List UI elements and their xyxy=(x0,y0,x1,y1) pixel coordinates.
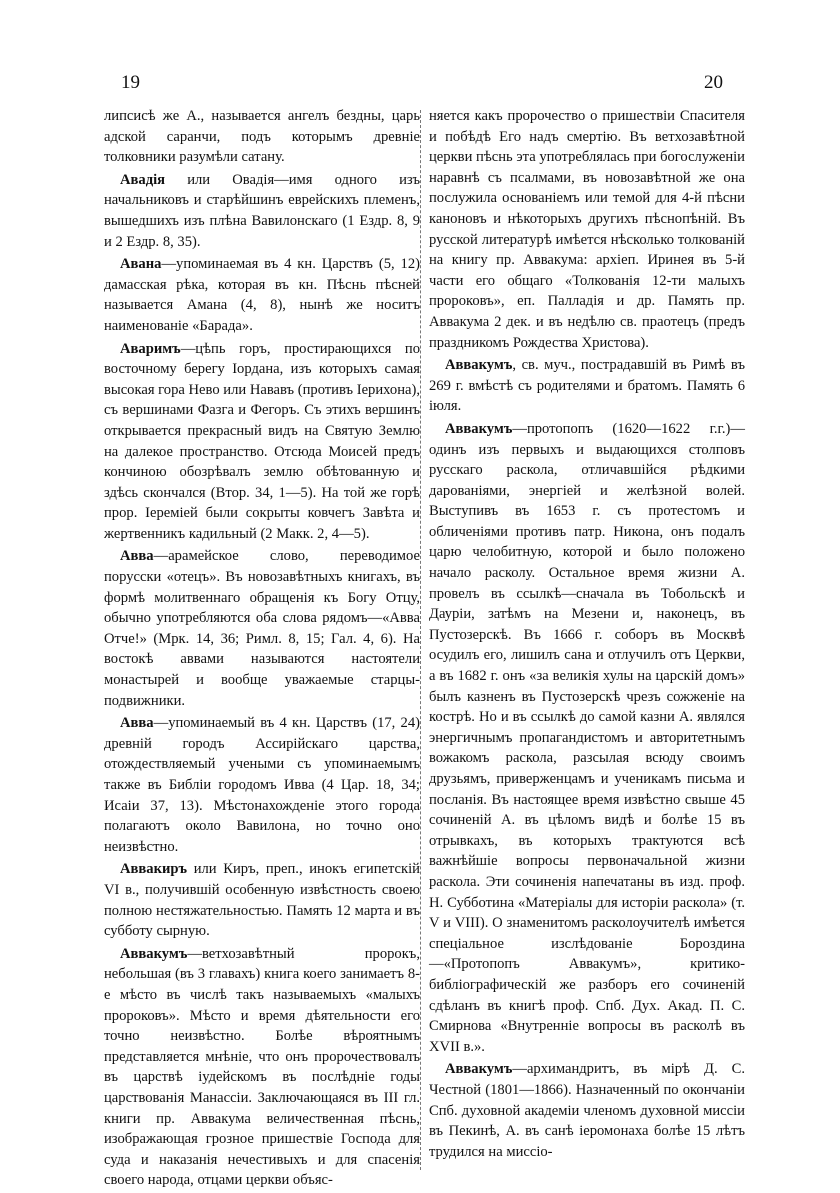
entry-headword: Аввакиръ xyxy=(120,861,188,878)
entry-headword: Аввакумъ xyxy=(445,1061,513,1078)
entry-paragraph xyxy=(104,859,420,941)
entry-text: или Овадія—имя одного изъ начальниковъ и старѣйшинъ еврейскихъ племенъ, вышедшихъ изъ плѣна Вавилонскаго (1 Ездр. 8, 9 и 2 Ездр. 8, 35). xyxy=(104,171,420,250)
entry-text: липсисѣ же А., называется ангелъ бездны, царь адской саранчи, подъ которымъ древніе толковники разумѣли сатану. xyxy=(104,108,420,166)
entry-paragraph xyxy=(429,106,745,353)
entry-headword: Авва xyxy=(120,715,154,732)
left-column xyxy=(104,106,420,1193)
entry-text: —ветхозавѣтный пророкъ, небольшая (въ 3 главахъ) книга коего занимаетъ 8-е мѣсто въ числѣ такъ называемыхъ «малыхъ пророковъ». Мѣсто и время дѣятельности его точно неизвѣстно. Болѣе вѣроятнымъ представляется мнѣніе, что онъ пророчествовалъ въ царствѣ іудейскомъ въ послѣдніе годы царствованія Манассіи. Заключающаяся въ III гл. книги пр. Аввакума величественная пѣснь, изображающая грозное пришествіе Господа для суда и наказанія нечестивыхъ и для спасенія своего народа, отцами церкви объяс- xyxy=(104,945,420,1189)
entry-text: —упоминаемый въ 4 кн. Царствъ (17, 24) древній городъ Ассирійскаго царства, отождествляемый учеными съ упоминаемымъ также въ Библіи городомъ Ивва (4 Цар. 18, 34; Исаіи 37, 13). Мѣстонахожденіе этого города полагаютъ около Вавилона, но точно оно неизвѣстно. xyxy=(104,715,420,855)
entry-paragraph xyxy=(429,419,745,1057)
entry-text: —протопопъ (1620—1622 г.г.)—одинъ изъ первыхъ и выдающихся столповъ русскаго раскола, отличавшійся рѣдкими дарованіями, энергіей и желѣзной волей. Выступивъ въ 1653 г. съ протестомъ и обличеніями противъ патр. Никона, онъ подалъ царю челобитную, которой и было положено начало расколу. Остальное время жизни А. провелъ въ ссылкѣ—сначала въ Тобольскѣ и Дауріи, затѣмъ на Мезени и, наконецъ, въ Пустозерскѣ. Въ 1666 г. соборъ въ Москвѣ осудилъ его, лишилъ сана и отлучилъ отъ Церкви, а въ 1682 г. онъ «за великія хулы на царскій домъ» былъ казненъ въ Пустозерскѣ чрезъ сожженіе на кострѣ. Но и въ ссылкѣ до самой казни А. являлся энергичнымъ пропагандистомъ и авторитетнымъ вожакомъ раскола, разсылая всюду своимъ друзьямъ, приверженцамъ и ученикамъ письма и посланія. Въ настоящее время извѣстно свыше 45 сочиненій А. въ цѣломъ видѣ и болѣе 15 въ отрывкахъ, въ которыхъ трактуются всѣ важнѣйшіе вопросы первоначальной жизни раскола. Эти сочиненія напечатаны въ изд. проф. Н. Субботина «Матеріалы для исторіи раскола» (т. V и VIII). О знаменитомъ расколоучителѣ имѣется спеціальное изслѣдованіе Бороздина—«Протопопъ Аввакумъ», критико-библіографическій же разборъ его сочиненій сдѣланъ въ книгѣ проф. Спб. Дух. Акад. П. С. Смирнова «Внутренніе вопросы въ расколѣ въ XVII в.». xyxy=(429,420,745,1055)
page-number-left: 19 xyxy=(121,72,140,93)
entry-paragraph xyxy=(429,1059,745,1162)
entry-headword: Аввакумъ xyxy=(120,945,188,962)
entry-text: или Киръ, преп., инокъ египетскій VI в., получившій особенную извѣстность своею полною нестяжательностью. Память 12 марта и въ субботу сырную. xyxy=(104,861,420,940)
entry-text: няется какъ пророчество о пришествіи Спасителя и побѣдѣ Его надъ смертію. Въ ветхозавѣтной церкви пѣснь эта употреблялась при богослуженіи наравнѣ съ псалмами, въ новозавѣтной же она послужила основаніемъ или темой для 4-й пѣсни каноновъ и нѣкоторыхъ другихъ пѣснопѣній. Въ русской литературѣ имѣется нѣсколько толкованій на книгу пр. Аввакума: архіеп. Иринея въ 5-й части его общаго «Толкованія 12-ти малыхъ пророковъ», еп. Палладія и др. Память пр. Аввакума 2 дек. и въ недѣлю св. праотецъ (предъ праздникомъ Рождества Христова). xyxy=(429,108,745,351)
entry-paragraph xyxy=(104,170,420,252)
entry-text: , св. муч., пострадавшій въ Римѣ въ 269 г. вмѣстѣ съ родителями и братомъ. Память 6 іюля. xyxy=(429,357,745,415)
entry-headword: Аваримъ xyxy=(120,340,181,357)
entry-paragraph xyxy=(104,944,420,1191)
entry-paragraph xyxy=(429,355,745,417)
entry-paragraph xyxy=(104,546,420,711)
entry-text: —арамейское слово, переводимое порусски «отецъ». Въ новозавѣтныхъ книгахъ, въ формѣ молитвеннаго обращенія къ Богу Отцу, обычно употребляются оба слова рядомъ—«Авва Отче!» (Мрк. 14, 36; Римл. 8, 15; Гал. 4, 6). На востокѣ аввами называются настоятели монастырей и вообще уважаемые старцы-подвижники. xyxy=(104,548,420,709)
entry-text: —цѣпь горъ, простирающихся по восточному берегу Іордана, изъ которыхъ самая высокая гора Нево или Нававъ (противъ Іерихона), съ вершинами Фазга и Фегоръ. Съ этихъ вершинъ открывается прекрасный видъ на Святую Землю на далекое пространство. Отсюда Моисей предъ кончиною обозрѣвалъ землю обѣтованную и здѣсь скончался (Втор. 34, 1—5). На той же горѣ прор. Іереміей были сокрыты ковчегъ Завѣта и жертвенникъ кадильный (2 Макк. 2, 4—5). xyxy=(104,340,420,542)
entry-paragraph xyxy=(104,254,420,336)
entry-text: —упоминаемая въ 4 кн. Царствъ (5, 12) дамасская рѣка, которая въ кн. Пѣснь пѣсней называется Амана (4, 8), нынѣ же носитъ наименованіе «Барада». xyxy=(104,256,420,334)
right-column xyxy=(429,106,745,1164)
entry-paragraph xyxy=(104,339,420,545)
entry-headword: Аввакумъ xyxy=(445,357,513,374)
entry-paragraph xyxy=(104,106,420,168)
entry-headword: Авадія xyxy=(120,171,166,188)
entry-headword: Аввакумъ xyxy=(445,420,513,437)
entry-text: —архимандритъ, въ мірѣ Д. С. Честной (1801—1866). Назначенный по окончаніи Спб. духовной академіи членомъ духовной миссіи въ Пекинѣ, А. въ санѣ іеромонаха болѣе 15 лѣтъ трудился на миссіо- xyxy=(429,1061,745,1160)
page-number-right: 20 xyxy=(704,72,723,93)
entry-headword: Авва xyxy=(120,548,154,565)
entry-paragraph xyxy=(104,713,420,857)
entry-headword: Авана xyxy=(120,256,162,273)
column-divider xyxy=(420,110,421,1170)
